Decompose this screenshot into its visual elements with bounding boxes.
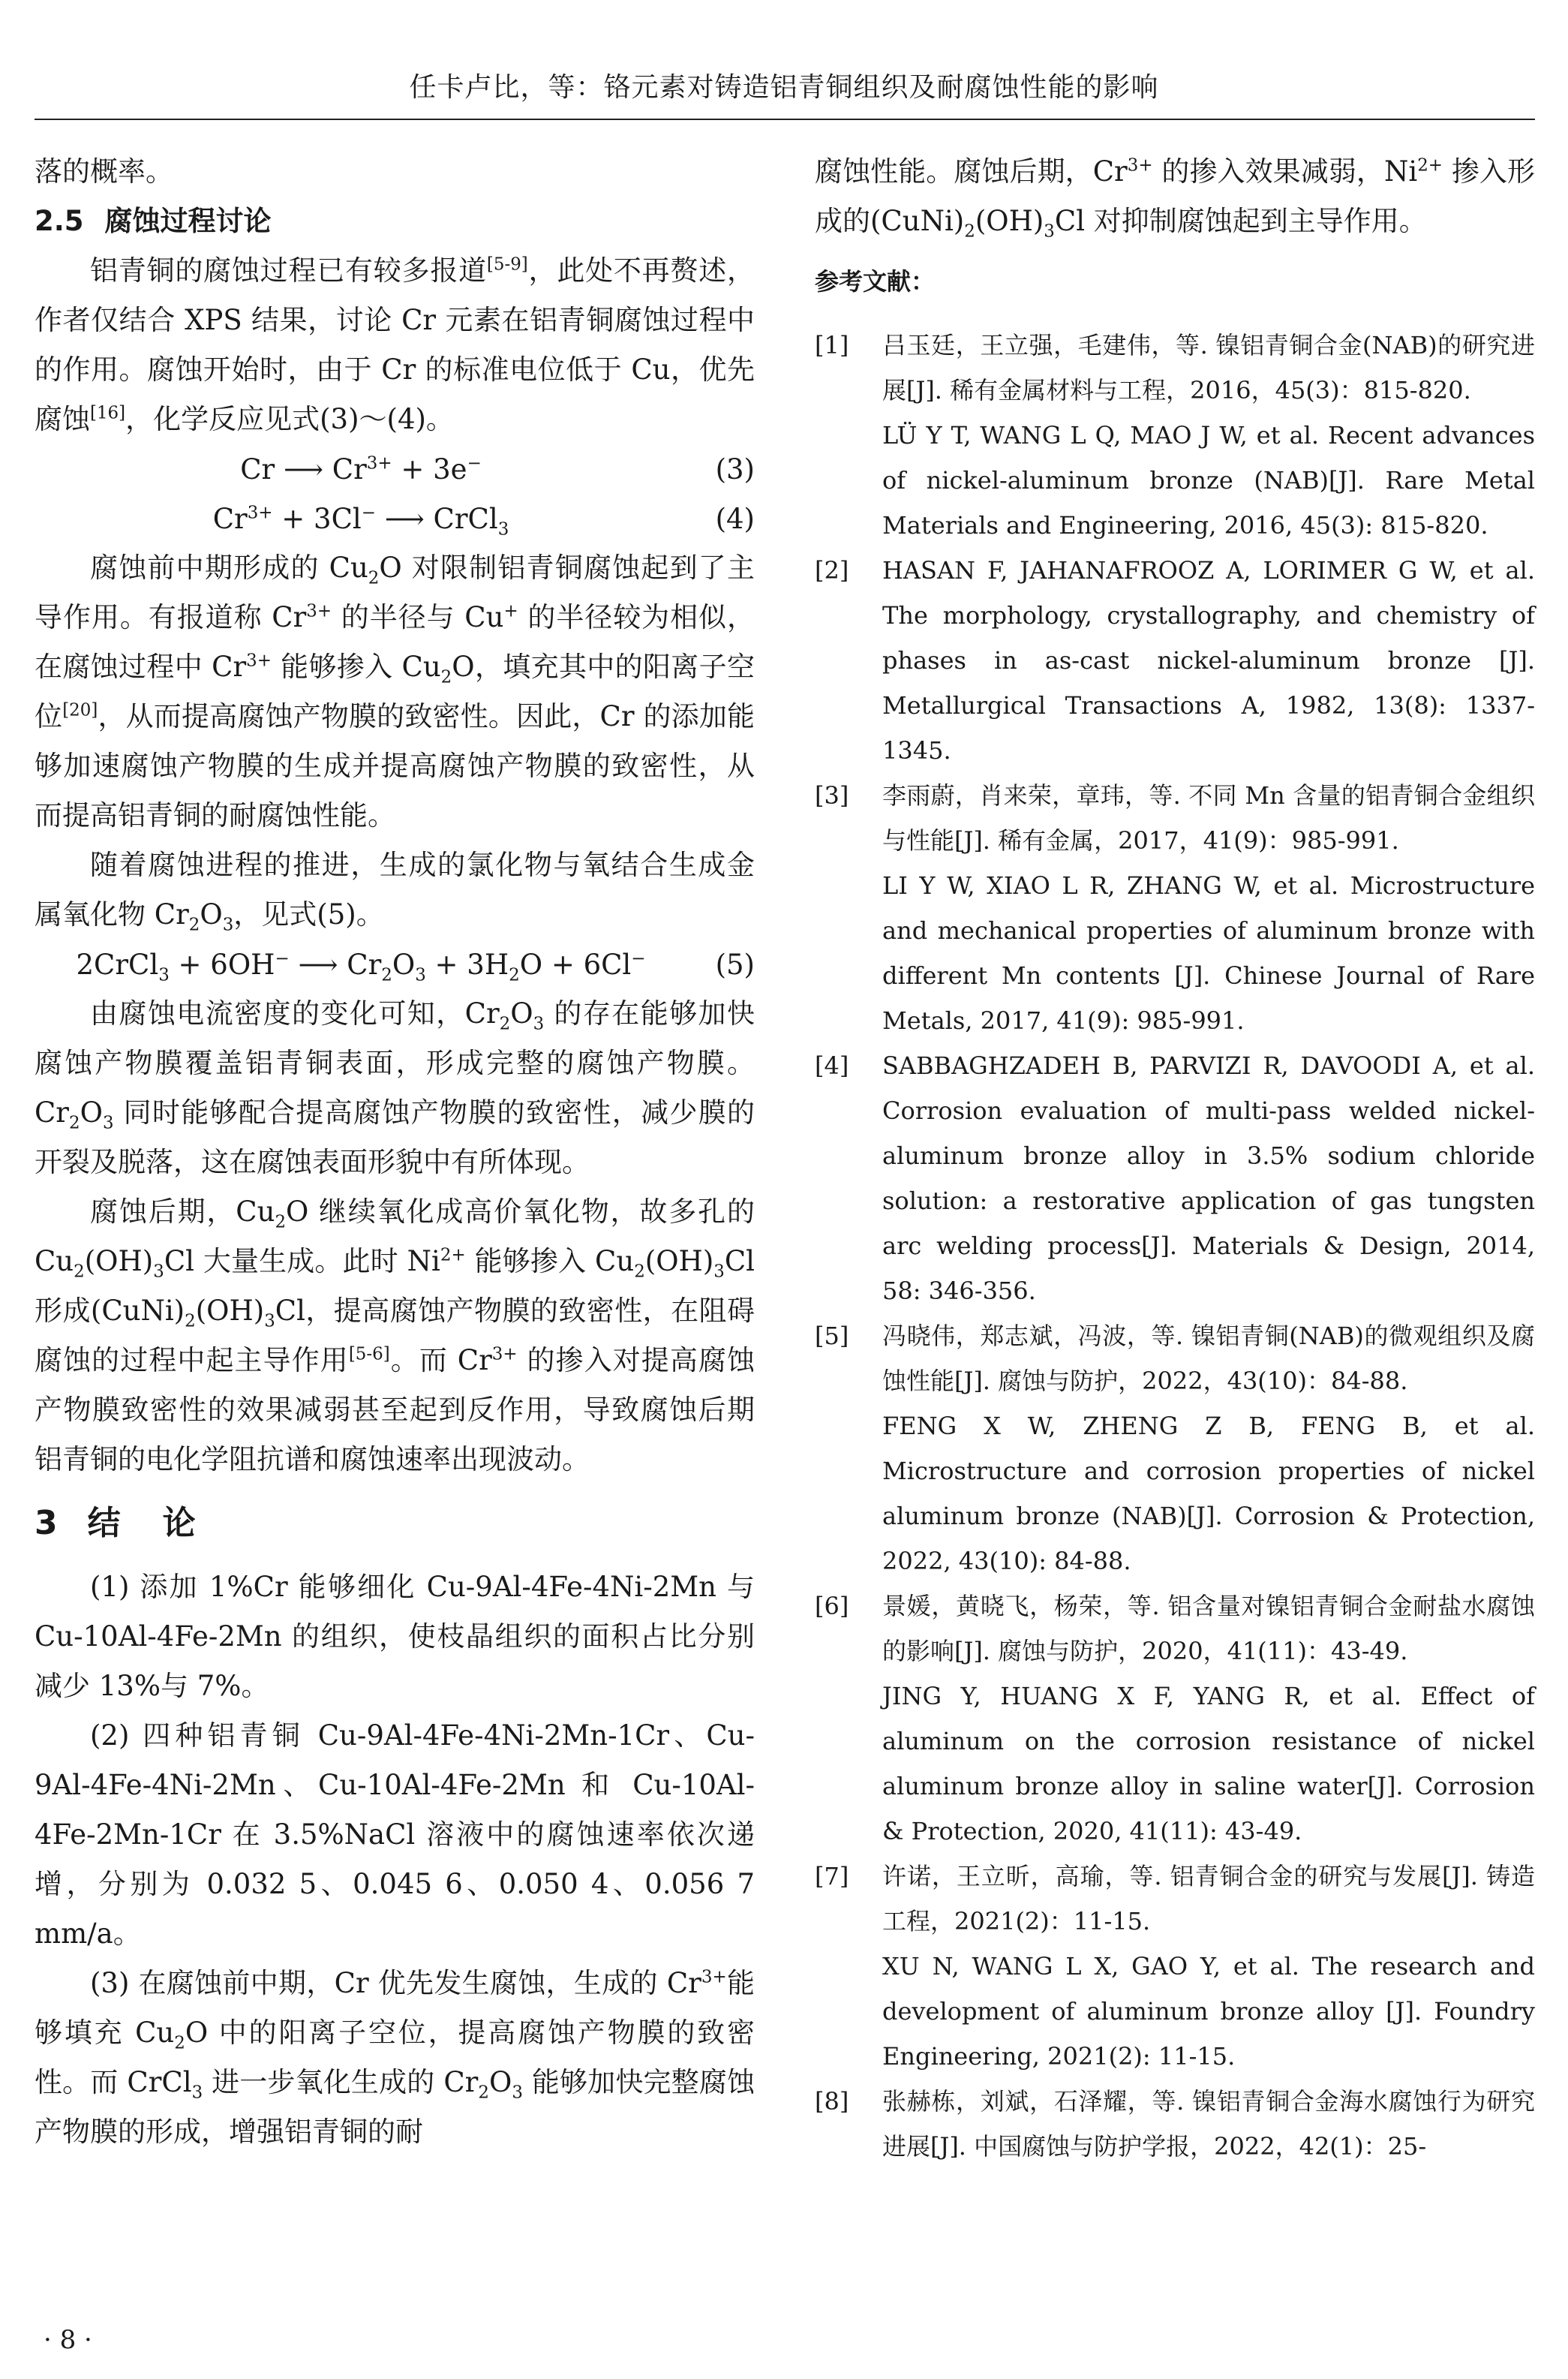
reference-item [815, 2079, 1535, 2169]
equation-5: 2CrCl$_3$ + 6OH− ⟶ $Cr_2O_3 + 3H_2O + 6Cl^-$ (5) [76, 948, 755, 985]
left-column [35, 147, 755, 2157]
reference-list [815, 323, 1535, 2169]
reference-number: [4] [815, 1051, 849, 1080]
reference-cn: 冯晓伟，郑志斌，冯波，等. 镍铝青铜(NAB)的微观组织及腐蚀性能[J]. 腐蚀与防护，2022，43(10)：84-88. [882, 1322, 1535, 1395]
reference-item [815, 323, 1535, 548]
reference-number: [7] [815, 1862, 849, 1890]
conclusion-item-1: (1) 添加 1%Cr 能够细化 Cu-9Al-4Fe-4Ni-2Mn 与 Cu-10Al-4Fe-2Mn 的组织，使枝晶组织的面积占比分别减少 13%与 7%。 [35, 1571, 755, 1702]
reference-en: LI Y W, XIAO L R, ZHANG W, et al. Microstructure and mechanical properties of aluminum bronze with different Mn contents [J]. Chinese Journal of Rare Metals, 2017, 41(9): 985-991. [882, 871, 1535, 1035]
running-header: 任卡卢比，等：铬元素对铸造铝青铜组织及耐腐蚀性能的影响 [409, 72, 1159, 103]
paragraph: 由腐蚀电流密度的变化可知，$Cr_2O_3$ 的存在能够加快腐蚀产物膜覆盖铝青铜表面，形成完整的腐蚀产物膜。$Cr_2O_3$ 同时能够配合提高腐蚀产物膜的致密性，减少膜的开裂及脱落，这在腐蚀表面形貌中有所体现。 [35, 997, 755, 1178]
equation-number: (4) [715, 502, 755, 535]
reference-number: [1] [815, 331, 849, 359]
reference-item [815, 548, 1535, 773]
paragraph: 腐蚀前中期形成的 $Cu_2O$ 对限制铝青铜腐蚀起到了主导作用。有报道称 $Cr^{3+}$ 的半径与 Cu+ 的半径较为相似，在腐蚀过程中 $Cr^{3+}$ 能够掺入 $Cu_2O$，填充其中的阳离子空位[20]，从而提高腐蚀产物膜的致密性。因此，Cr 的添加能够加速腐蚀产物膜的生成并提高腐蚀产物膜的致密性，从而提高铝青铜的耐腐蚀性能。 [35, 552, 755, 832]
paragraph: 腐蚀后期，$Cu_2O$ 继续氧化成高价氧化物，故多孔的 $Cu_2(OH)_3Cl$ 大量生成。此时 $Ni^{2+}$ 能够掺入 $Cu_2(OH)_3Cl$ 形成$(CuNi)_2(OH)_3Cl$，提高腐蚀产物膜的致密性，在阻碍腐蚀的过程中起主导作用[5-6]。而 $Cr^{3+}$ 的掺入对提高腐蚀产物膜致密性的效果减弱甚至起到反作用，导致腐蚀后期铝青铜的电化学阻抗谱和腐蚀速率出现波动。 [35, 1196, 755, 1475]
paragraph-continuation: 腐蚀性能。腐蚀后期，$Cr^{3+}$ 的掺入效果减弱，$Ni^{2+}$ 掺入形成的$(CuNi)_2(OH)_3Cl$ 对抑制腐蚀起到主导作用。 [815, 155, 1535, 242]
reference-en: FENG X W, ZHENG Z B, FENG B, et al. Microstructure and corrosion properties of nickel aluminum bronze (NAB)[J]. Corrosion & Protection, 2022, 43(10): 84-88. [882, 1412, 1535, 1575]
paragraph: 铝青铜的腐蚀过程已有较多报道[5-9]，此处不再赘述，作者仅结合 XPS 结果，讨论 Cr 元素在铝青铜腐蚀过程中的作用。腐蚀开始时，由于 Cr 的标准电位低于 Cu，优先腐蚀[16]，化学反应见式(3)～(4)。 [35, 254, 755, 435]
equation-4: $Cr^{3+} + 3Cl^-$ ⟶ CrCl$_3$ (4) [212, 502, 755, 539]
reference-cn: 张赫栋，刘斌，石泽耀，等. 镍铝青铜合金海水腐蚀行为研究进展[J]. 中国腐蚀与防护学报，2022，42(1)：25- [882, 2087, 1535, 2161]
reference-item [815, 1043, 1535, 1313]
equation-3: Cr ⟶ $Cr^{3+} + 3e^-$ (3) [240, 453, 755, 486]
reference-item [815, 1313, 1535, 1583]
citation: [16] [90, 403, 126, 423]
reference-number: [3] [815, 781, 849, 810]
right-column [815, 147, 1535, 2169]
citation: [20] [62, 700, 98, 720]
paragraph: 随着腐蚀进程的推进，生成的氯化物与氧结合生成金属氧化物 $Cr_2O_3$，见式(5)。 [35, 849, 755, 935]
reference-number: [6] [815, 1592, 849, 1620]
reference-cn: 李雨蔚，肖来荣，章玮，等. 不同 Mn 含量的铝青铜合金组织与性能[J]. 稀有金属，2017，41(9)：985-991. [882, 781, 1535, 855]
reference-en: JING Y, HUANG X F, YANG R, et al. Effect of aluminum on the corrosion resistance of nickel aluminum bronze alloy in saline water[J]. Corrosion & Protection, 2020, 41(11): 43-49. [882, 1682, 1535, 1845]
conclusion-item-3: (3) 在腐蚀前中期，Cr 优先发生腐蚀，生成的 $Cr^{3+}$能够填充 $Cu_2O$ 中的阳离子空位，提高腐蚀产物膜的致密性。而 CrCl$_3$ 进一步氧化生成的 $Cr_2O_3$ 能够加快完整腐蚀产物膜的形成，增强铝青铜的耐 [35, 1967, 755, 2148]
reference-number: [8] [815, 2087, 849, 2116]
section-title: 腐蚀过程讨论 [104, 205, 272, 237]
section-number: 2.5 [35, 205, 84, 237]
conclusion-item-2: (2) 四种铝青铜 Cu-9Al-4Fe-4Ni-2Mn-1Cr、Cu-9Al-4Fe-4Ni-2Mn、Cu-10Al-4Fe-2Mn 和 Cu-10Al-4Fe-2Mn-1Cr 在 3.5%NaCl 溶液中的腐蚀速率依次递增，分别为 0.032 5、0.045 6、0.050 4、0.056 7 mm/a。 [35, 1719, 755, 1950]
reference-en: SABBAGHZADEH B, PARVIZI R, DAVOODI A, et al. Corrosion evaluation of multi-pass welded nickel-aluminum bronze alloy in 3.5% sodium chloride solution: a restorative application of gas tungsten arc welding process[J]. Materials & Design, 2014, 58: 346-356. [882, 1051, 1535, 1305]
header-rule [35, 119, 1535, 120]
reference-cn: 许诺，王立昕，高瑜，等. 铝青铜合金的研究与发展[J]. 铸造工程，2021(2)：11-15. [882, 1862, 1535, 1935]
section-number: 3 [35, 1504, 58, 1542]
reference-en: HASAN F, JAHANAFROOZ A, LORIMER G W, et al. The morphology, crystallography, and chemistry of phases in as-cast nickel-aluminum bronze [J]. Metallurgical Transactions A, 1982, 13(8): 1337-1345. [882, 556, 1535, 765]
reference-number: [5] [815, 1322, 849, 1350]
page-number: · 8 · [44, 2325, 92, 2355]
reference-cn: 吕玉廷，王立强，毛建伟，等. 镍铝青铜合金(NAB)的研究进展[J]. 稀有金属材料与工程，2016，45(3)：815-820. [882, 331, 1535, 405]
reference-item [815, 773, 1535, 1043]
reference-number: [2] [815, 556, 849, 585]
reference-en: LÜ Y T, WANG L Q, MAO J W, et al. Recent advances of nickel-aluminum bronze (NAB)[J]. Rare Metal Materials and Engineering, 2016, 45(3): 815-820. [882, 421, 1535, 540]
reference-cn: 景媛，黄晓飞，杨荣，等. 铝含量对镍铝青铜合金耐盐水腐蚀的影响[J]. 腐蚀与防护，2020，41(11)：43-49. [882, 1592, 1535, 1665]
reference-item [815, 1854, 1535, 2079]
citation: [5-9] [486, 254, 528, 275]
section-heading-3: 3 结 论 [35, 1504, 196, 1542]
equation-number: (5) [715, 948, 755, 981]
references-heading: 参考文献： [815, 267, 936, 296]
citation: [5-6] [348, 1344, 390, 1364]
section-heading-2-5 [35, 197, 755, 246]
reference-item [815, 1583, 1535, 1854]
paragraph-continuation: 落的概率。 [35, 155, 173, 188]
equation-number: (3) [715, 453, 755, 486]
reference-en: XU N, WANG L X, GAO Y, et al. The research and development of aluminum bronze alloy [J]. Foundry Engineering, 2021(2): 11-15. [882, 1952, 1535, 2071]
